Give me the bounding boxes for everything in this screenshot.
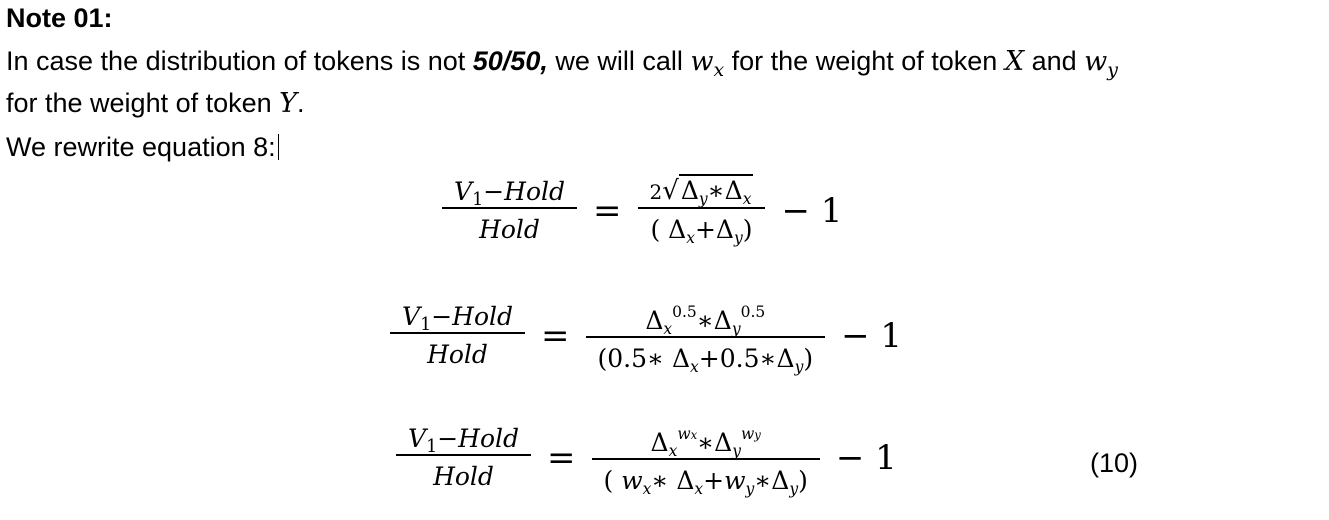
eq1-rhs-fraction: $\frac{2√\Delta_y∗\Delta_x}{( \Delta_x+\Delta_y)}$	[638, 176, 766, 245]
weight-wx: $w_x$	[690, 46, 725, 82]
ratio-emphasis: 50/50,	[472, 46, 548, 76]
paragraph-line-1: In case the distribution of tokens is not 50/50, we will call $w_x$ for the weight of token X and $w_y$	[6, 46, 1118, 82]
eq3-rhs-fraction: $\frac{\Delta_x^{wx}∗\Delta_y^{wy}}{( w_x∗ \Delta_x+w_y∗\Delta_y)}$	[592, 420, 820, 496]
eq1-equals: =	[593, 190, 622, 231]
eq1-lhs-fraction: $\frac{V_1-Hold}{\text{Hold}}$	[442, 177, 577, 245]
weight-wy: $w_y$	[1084, 46, 1118, 82]
eq2-lhs-fraction: $\frac{V_1-Hold}{\text{Hold}}$	[390, 302, 525, 370]
text-cursor	[278, 134, 279, 160]
token-x: X	[1004, 46, 1025, 77]
equation-3	[396, 420, 913, 499]
equation-number: (10)	[1090, 448, 1139, 478]
paragraph-line-2: for the weight of token Y.	[6, 88, 305, 119]
eq3-lhs-fraction: $\frac{V_1-Hold}{\text{Hold}}$	[396, 424, 531, 492]
eq2-equals: =	[541, 316, 570, 356]
equation-1	[442, 176, 858, 248]
token-y: Y	[279, 88, 297, 119]
eq3-minus-one: − 1	[835, 438, 897, 478]
paragraph-line-3: We rewrite equation 8:	[6, 131, 279, 163]
eq2-rhs-fraction: $\frac{\Delta_x^{0.5}∗\Delta_y^{0.5}}{(0.5∗ \Delta_x+0.5∗\Delta_y)}$	[586, 298, 826, 374]
equation-2	[390, 298, 918, 377]
note-title: Note 01:	[6, 3, 113, 33]
eq2-minus-one: − 1	[841, 316, 903, 356]
eq1-minus-one: − 1	[781, 190, 843, 231]
eq3-equals: =	[547, 438, 576, 478]
